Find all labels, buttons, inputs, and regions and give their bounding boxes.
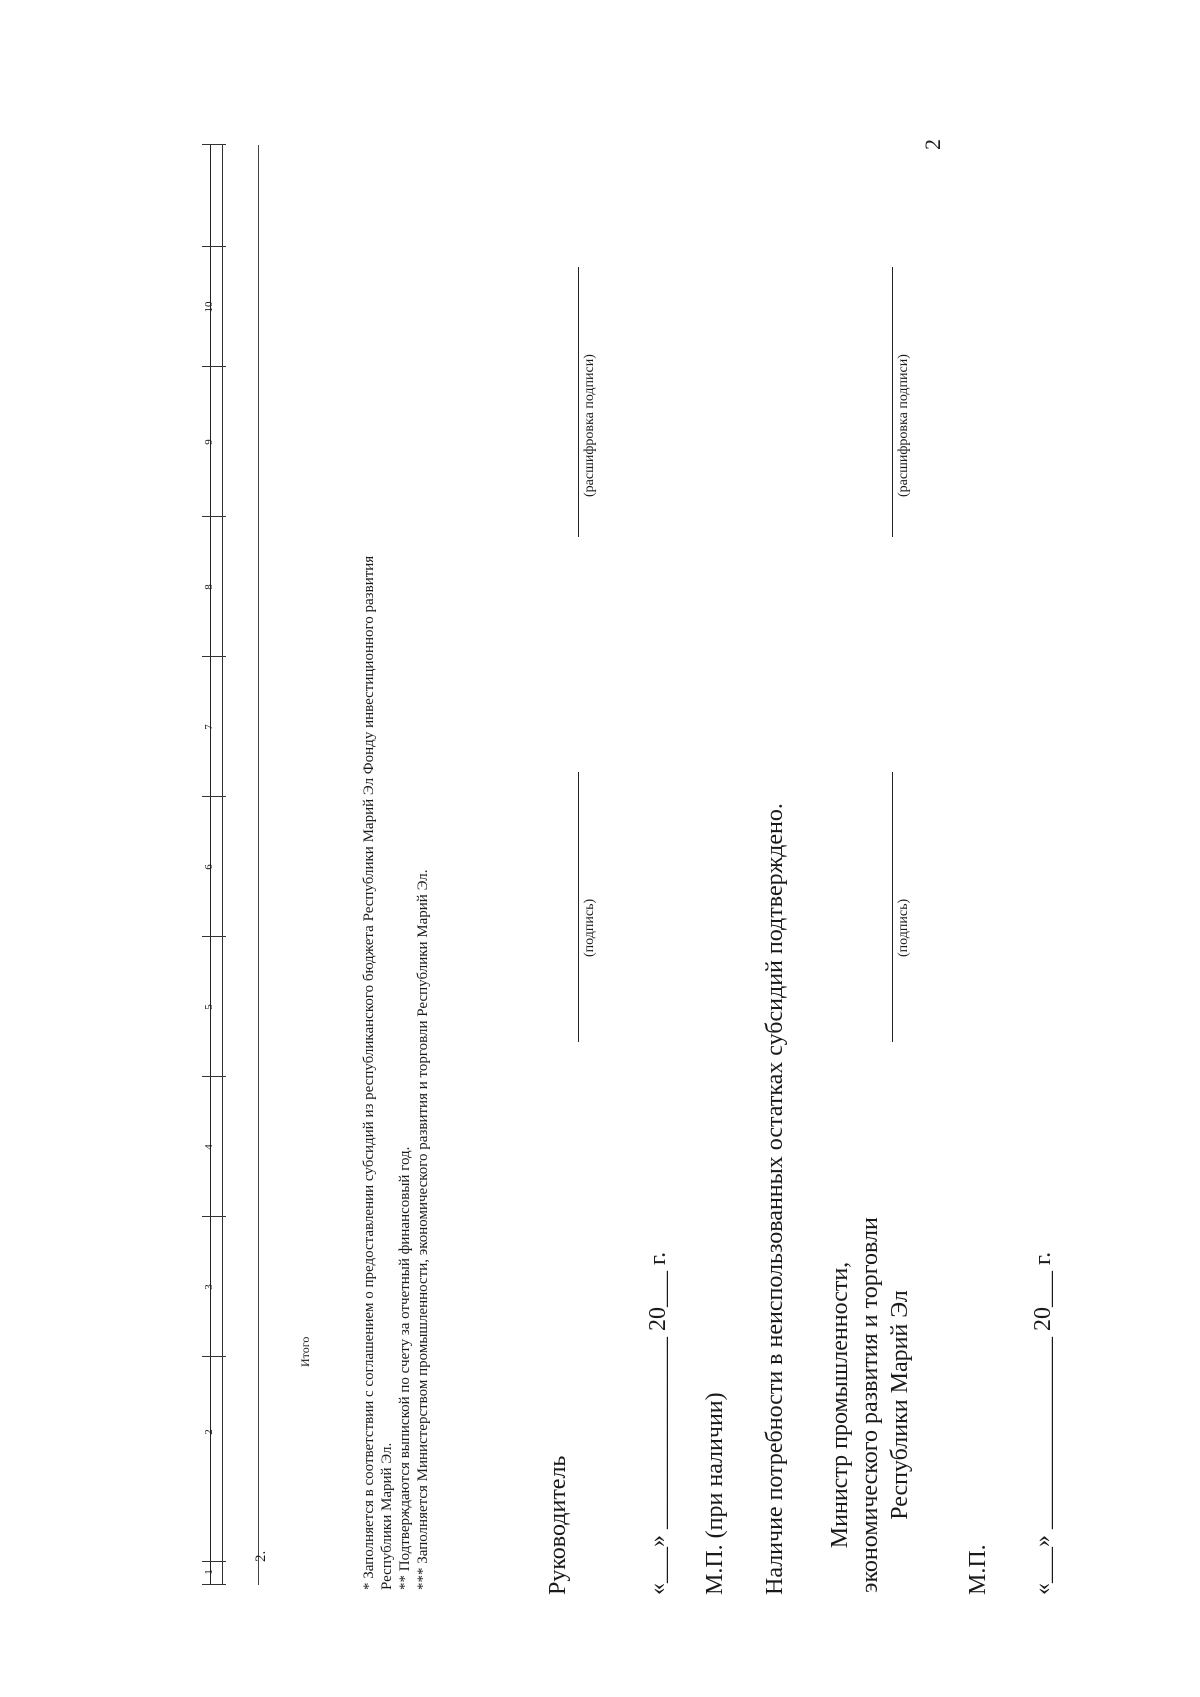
confirmation-text: Наличие потребности в неиспользованных остатках субсидий подтверждено. xyxy=(762,803,788,1595)
column-number: 6 xyxy=(203,864,215,870)
signature-caption: (подпись) xyxy=(582,898,597,957)
column-divider xyxy=(202,366,226,367)
column-divider xyxy=(202,144,226,145)
column-number: 7 xyxy=(203,724,215,730)
date-line: «___» ________________ 20___ г. xyxy=(1030,1251,1056,1595)
column-number: 2 xyxy=(203,1429,215,1435)
footnote-1: * Заполняется в соответствии с соглашением о предоставлении субсидий из республиканского бюджета Республики Марий Эл Фонду инвестиционного развития xyxy=(361,555,377,1590)
column-divider xyxy=(202,1584,226,1585)
date-line: «___» ________________ 20___ г. xyxy=(645,1251,671,1595)
table-row-index: 2. xyxy=(253,1550,269,1562)
footnote-3: *** Заполняется Министерством промышленности, экономического развития и торговли Республики Марий Эл. xyxy=(415,869,431,1590)
minister-title-line: Республики Марий Эл xyxy=(887,1290,913,1520)
column-divider xyxy=(202,246,226,247)
column-number: 3 xyxy=(203,1284,215,1290)
column-divider xyxy=(202,516,226,517)
column-divider xyxy=(202,936,226,937)
signature-line xyxy=(578,772,579,1042)
column-divider xyxy=(202,796,226,797)
stamp-place: М.П. xyxy=(965,1544,991,1595)
column-divider xyxy=(202,656,226,657)
signature-caption: (подпись) xyxy=(896,898,911,957)
table-total-label: Итого xyxy=(298,1336,312,1367)
column-divider xyxy=(202,1561,226,1562)
footnote-2: ** Подтверждаются выпиской по счету за отчетный финансовый год. xyxy=(397,1146,413,1590)
stamp-place: М.П. (при наличии) xyxy=(702,1392,728,1595)
table-header-divider xyxy=(222,145,223,1585)
table-bottom-border xyxy=(258,145,259,1585)
column-divider xyxy=(202,1076,226,1077)
head-label: Руководитель xyxy=(545,1455,571,1595)
column-divider xyxy=(202,1356,226,1357)
minister-title-line: Министр промышленности, xyxy=(827,1261,853,1549)
column-number: 1 xyxy=(203,1569,215,1575)
column-number: 5 xyxy=(203,1004,215,1010)
signature-decode-line xyxy=(892,267,893,537)
minister-title-line: экономического развития и торговли xyxy=(857,1217,883,1593)
column-number: 9 xyxy=(203,439,215,445)
page-number: 2 xyxy=(920,139,945,150)
column-number: 10 xyxy=(203,301,215,313)
signature-decode-caption: (расшифровка подписи) xyxy=(896,354,911,497)
column-number: 8 xyxy=(203,584,215,590)
footnote-1-continuation: Республики Марий Эл. xyxy=(379,1442,395,1590)
column-number: 4 xyxy=(203,1144,215,1150)
signature-decode-line xyxy=(578,267,579,537)
column-divider xyxy=(202,1216,226,1217)
signature-decode-caption: (расшифровка подписи) xyxy=(582,354,597,497)
minister-title xyxy=(825,1215,915,1595)
signature-line xyxy=(892,772,893,1042)
